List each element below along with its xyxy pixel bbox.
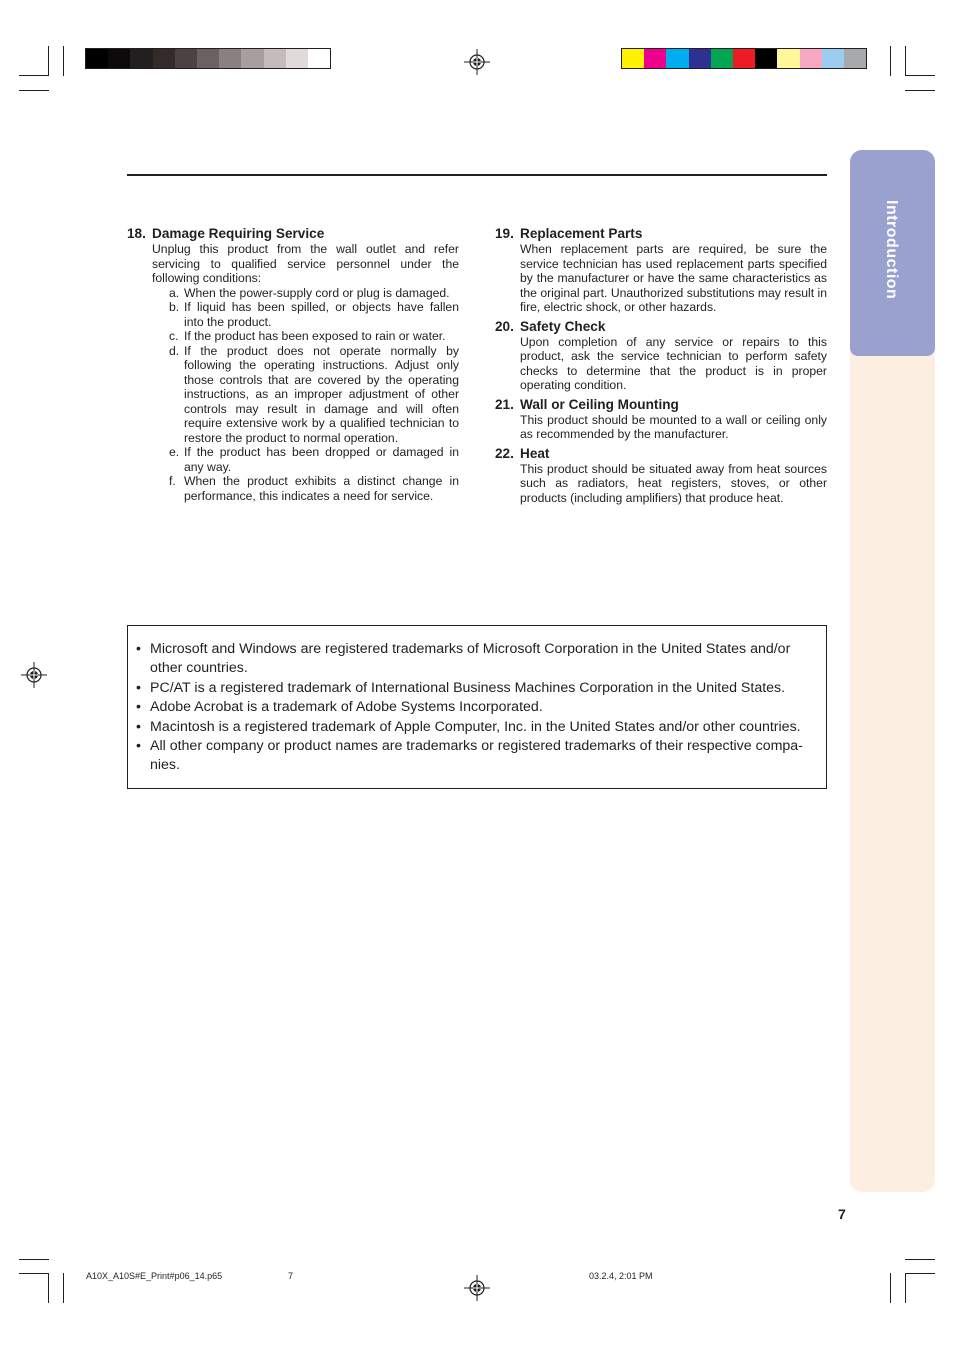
color-swatch (755, 49, 777, 68)
section-heading (495, 397, 827, 413)
left-column (127, 226, 459, 503)
registration-mark-icon (464, 49, 490, 75)
list-item (169, 286, 459, 301)
section-body: Upon completion of any service or repairs to this product, ask the service technician to perform safety checks to determine that the product is in proper operating condition. (520, 334, 827, 392)
item-letter: b. (169, 300, 180, 314)
color-swatch (711, 49, 733, 68)
section-number: 22. (495, 445, 514, 461)
list-item (169, 300, 459, 329)
color-swatch (733, 49, 755, 68)
trademark-text: All other company or product names are trademarks or registered trademarks of their respective compa-nies. (150, 738, 803, 774)
crop-mark (19, 1259, 49, 1260)
crop-mark (48, 46, 49, 76)
section-body: This product should be situated away from heat sources such as radiators, heat registers, stoves, or other products (including amplifiers) that produce heat. (520, 461, 827, 505)
crop-mark (19, 90, 49, 91)
trademark-text: Macintosh is a registered trademark of Apple Computer, Inc. in the United States and/or other countries. (150, 718, 801, 735)
color-swatch (800, 49, 822, 68)
trademark-item (136, 718, 818, 737)
grayscale-color-bar (85, 48, 331, 69)
page-number: 7 (838, 1206, 846, 1222)
bullet-icon: • (136, 641, 141, 657)
color-swatch (689, 49, 711, 68)
section-number: 19. (495, 226, 514, 241)
color-swatch (130, 49, 152, 68)
crop-mark (890, 1273, 891, 1303)
section-heading (495, 319, 827, 335)
crop-mark (63, 46, 64, 76)
section-heading (127, 226, 459, 242)
crop-mark (905, 75, 935, 76)
section-heading (495, 226, 827, 242)
list-item (169, 344, 459, 446)
color-swatch (264, 49, 286, 68)
item-letter: d. (169, 343, 180, 358)
color-swatch (644, 49, 666, 68)
header-rule (127, 174, 827, 176)
crop-mark (19, 75, 49, 76)
item-letter: e. (169, 445, 180, 459)
registration-mark-icon (21, 662, 47, 688)
footer-filename: A10X_A10S#E_Print#p06_14.p65 (86, 1271, 223, 1281)
crop-mark (905, 1273, 935, 1274)
color-swatch (777, 49, 799, 68)
item-text: If the product does not operate normally by following the operating instructions. Adjust only those controls that are covered by the operating instructions, as an improper adjustment of other controls may result in damage and will often require extensive work by a qualified technician to restore the product to normal operation. (184, 343, 459, 445)
color-swatch (822, 49, 844, 68)
color-swatch (219, 49, 241, 68)
color-swatch (241, 49, 263, 68)
list-item (169, 329, 459, 344)
section-number: 18. (127, 226, 146, 241)
trademark-notice-box (127, 625, 827, 789)
registration-mark-icon (464, 1275, 490, 1301)
section-title: Replacement Parts (520, 226, 643, 241)
section-number: 21. (495, 396, 514, 412)
section-number: 20. (495, 318, 514, 334)
color-swatch (286, 49, 308, 68)
trademark-text: PC/AT is a registered trademark of International Business Machines Corporation in the United States. (150, 679, 786, 696)
trademark-text: Adobe Acrobat is a trademark of Adobe Systems Incorporated. (150, 699, 543, 716)
item-letter: f. (169, 474, 176, 488)
item-letter: a. (169, 285, 180, 300)
list-item (169, 474, 459, 503)
trademark-item (136, 679, 818, 698)
section-title: Wall or Ceiling Mounting (520, 396, 679, 412)
section-title: Damage Requiring Service (152, 226, 325, 241)
trademark-item (136, 737, 818, 776)
crop-mark (905, 1273, 906, 1303)
section-body: When replacement parts are required, be sure the service technician has used replacement parts specified by the manufacturer or have the same characteristics as the original part. Unauthorized substitutions may result in fire, electric shock, or other hazards. (520, 242, 827, 314)
footer-timestamp: 03.2.4, 2:01 PM (589, 1271, 653, 1281)
section-title: Safety Check (520, 318, 606, 334)
crop-mark (48, 1273, 49, 1303)
bullet-icon: • (136, 718, 141, 735)
color-swatch (666, 49, 688, 68)
color-swatch (844, 49, 866, 68)
item-text: If liquid has been spilled, or objects have fallen into the product. (184, 300, 459, 329)
color-swatch (108, 49, 130, 68)
crop-mark (63, 1273, 64, 1303)
section-tab-label: Introduction (883, 200, 900, 300)
footer-page: 7 (288, 1271, 294, 1281)
list-item (169, 445, 459, 474)
right-column (495, 226, 827, 505)
item-text: If the product has been dropped or damaged in any way. (184, 445, 459, 474)
item-text: When the product exhibits a distinct change in performance, this indicates a need for service. (184, 474, 459, 503)
section-body: Unplug this product from the wall outlet and refer servicing to qualified service personnel under the following conditions: (152, 242, 459, 285)
bullet-icon: • (136, 738, 141, 755)
crop-mark (19, 1273, 49, 1274)
crop-mark (890, 46, 891, 76)
crop-mark (905, 90, 935, 91)
bullet-icon: • (136, 699, 141, 716)
color-swatch (197, 49, 219, 68)
color-swatch (86, 49, 108, 68)
crop-mark (905, 46, 906, 76)
item-text: When the power-supply cord or plug is damaged. (184, 285, 450, 300)
bullet-icon: • (136, 679, 141, 696)
color-swatch (175, 49, 197, 68)
section-body: This product should be mounted to a wall or ceiling only as recommended by the manufacturer. (520, 412, 827, 441)
section-heading (495, 446, 827, 462)
color-swatch (622, 49, 644, 68)
trademark-item (136, 698, 818, 717)
condition-list (169, 286, 459, 504)
process-color-bar (621, 48, 867, 69)
color-swatch (153, 49, 175, 68)
section-title: Heat (520, 445, 550, 461)
trademark-item (136, 640, 818, 679)
color-swatch (308, 49, 330, 68)
trademark-text: Microsoft and Windows are registered trademarks of Microsoft Corporation in the United States and/or other countries. (150, 641, 791, 677)
item-text: If the product has been exposed to rain or water. (184, 329, 446, 343)
crop-mark (905, 1259, 935, 1260)
item-letter: c. (169, 329, 179, 343)
